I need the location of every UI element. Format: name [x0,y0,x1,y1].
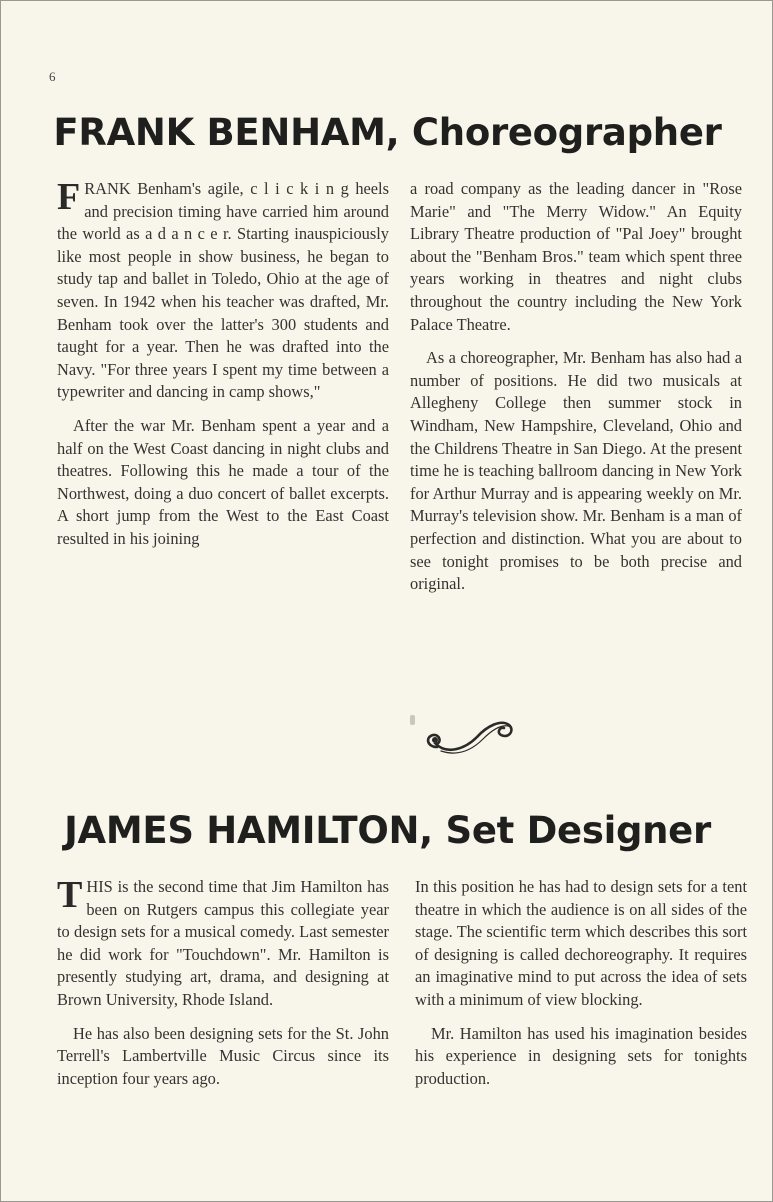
hamilton-column-right [415,876,747,1090]
paragraph-text: RANK Benham's agile, c l i c k i n g heels and precision timing have carried him around the world as a d a n c e r. Starting inauspiciously like most people in show business, he began to study tap and ballet in Toledo, Ohio at the age of seven. In 1942 when his teacher was drafted, Mr. Benham took over the latter's 300 students and taught for a year. Then he was drafted into the Navy. "For three years I spent my time between a typewriter and dancing in camp shows," [57,179,389,402]
ink-mark [410,715,415,725]
benham-column-right [410,178,742,596]
section-title-benham: FRANK BENHAM, Choreographer [53,111,722,154]
hamilton-column-left [57,876,389,1090]
hamilton-paragraph-3: In this position he has had to design sets for a tent theatre in which the audience is on all sides of the stage. The scientific term which describes this sort of designing is called dechoreography. It requires an imaginative mind to put across the idea of sets with a minimum of view blocking. [415,877,747,1009]
page-number: 6 [49,69,56,84]
benham-paragraph-4: As a choreographer, Mr. Benham has also had a number of positions. He did two musicals at Allegheny College then summer stock in Windham, New Hampshire, Cleveland, Ohio and the Childrens Theatre in San Diego. At the present time he is teaching ballroom dancing in New York for Arthur Murray and is appearing weekly on Mr. Murray's television show. Mr. Benham is a man of perfection and distinction. What you are about to see tonight promises to be both precise and original. [410,348,742,594]
benham-paragraph-1 [57,178,389,404]
benham-paragraph-2: After the war Mr. Benham spent a year and a half on the West Coast dancing in night clubs and theatres. Following this he made a tour of the Northwest, doing a duo concert of ballet excerpts. A short jump from the West to the East Coast resulted in his joining [57,415,389,548]
paragraph-text: HIS is the second time that Jim Hamilton has been on Rutgers campus this collegiate year to design sets for a musical comedy. Last semester he did work for "Touchdown". Mr. Hamilton is presently studying art, drama, and designing at Brown University, Rhode Island. [57,877,389,1009]
benham-column-left [57,178,389,551]
section-title-hamilton: JAMES HAMILTON, Set Designer [64,809,711,852]
hamilton-paragraph-2: He has also been designing sets for the St. John Terrell's Lambertville Music Circus since its inception four years ago. [57,1023,389,1088]
scroll-flourish-icon [421,713,521,763]
dropcap: T [57,874,83,916]
hamilton-paragraph-1 [57,876,389,1012]
benham-paragraph-3: a road company as the leading dancer in "Rose Marie" and "The Merry Widow." An Equity Library Theatre production of "Pal Joey" brought about the "Benham Bros." team which spent three years working in theatres and night clubs throughout the country including the New York Palace Theatre. [410,179,742,334]
dropcap: F [57,176,81,218]
hamilton-paragraph-4: Mr. Hamilton has used his imagination besides his experience in designing sets for tonights production. [415,1023,747,1088]
